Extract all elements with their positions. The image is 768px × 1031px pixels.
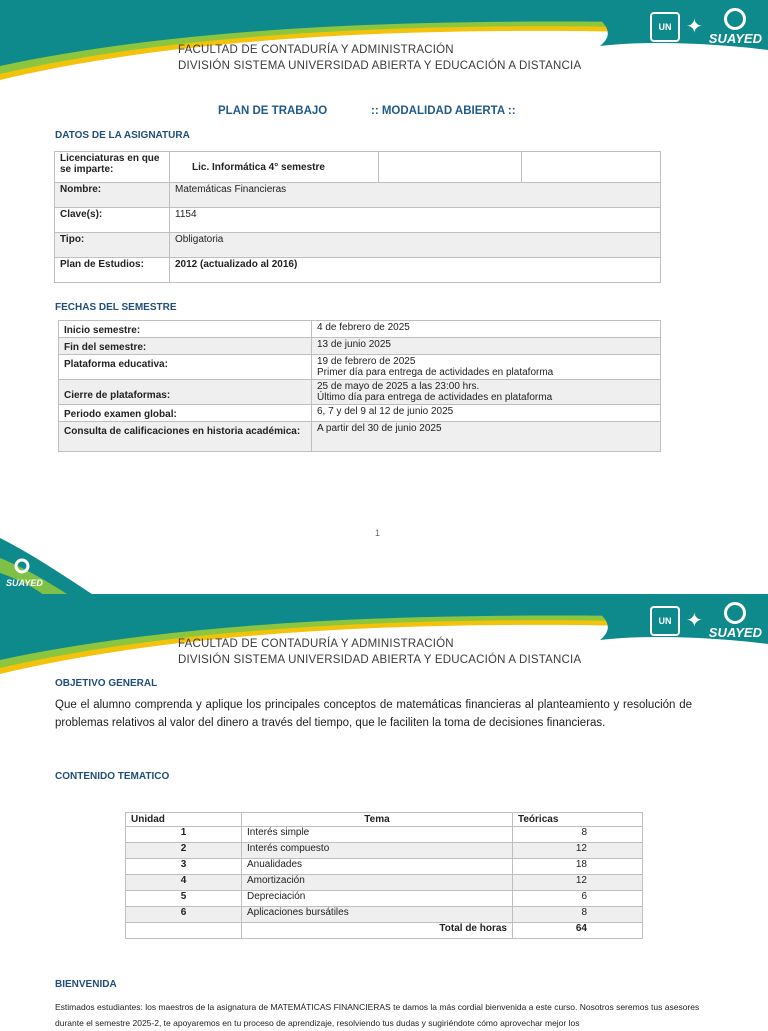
unam-logo-icon: UN xyxy=(650,12,680,42)
page-header xyxy=(0,594,768,679)
unam-logo-icon: UN xyxy=(650,606,680,636)
table-row: Fin del semestre: 13 de junio 2025 xyxy=(59,338,661,355)
page-2 xyxy=(0,594,768,1024)
section-heading-asignatura: DATOS DE LA ASIGNATURA xyxy=(55,130,190,141)
table-total-row: Total de horas 64 xyxy=(126,923,643,939)
table-row: 4 Amortización 12 xyxy=(126,875,643,891)
table-row: 5 Depreciación 6 xyxy=(126,891,643,907)
section-heading-semestre: FECHAS DEL SEMESTRE xyxy=(55,302,177,313)
section-heading-contenido: CONTENIDO TEMATICO xyxy=(55,771,170,782)
table-row: Tipo: Obligatoria xyxy=(55,233,661,258)
page-number: 1 xyxy=(375,528,381,538)
page-header xyxy=(0,0,768,85)
section-heading-bienvenida: BIENVENIDA xyxy=(55,979,117,990)
bienvenida-text: Estimados estudiantes: los maestros de la asignatura de MATEMÁTICAS FINANCIERAS te damos la más cordial bienvenida a este curso. Nosotros seremos tus asesores durante el semestre 2025-2, te apoyaremos en tu proceso de aprendizaje, resolviendo tus dudas y sugiriéndote cómo aprovechar mejor los xyxy=(55,1002,700,1028)
table-row: Plataforma educativa: 19 de febrero de 2025 Primer día para entrega de actividades en plataforma xyxy=(59,355,661,380)
semestre-table xyxy=(58,320,661,452)
contenido-table xyxy=(125,812,643,939)
table-row: 6 Aplicaciones bursátiles 8 xyxy=(126,907,643,923)
institution-name: FACULTAD DE CONTADURÍA Y ADMINISTRACIÓN DIVISIÓN SISTEMA UNIVERSIDAD ABIERTA Y EDUCACIÓN A DISTANCIA xyxy=(178,638,582,666)
doc-title: PLAN DE TRABAJO xyxy=(218,105,328,117)
suayed-logo: SUAYED xyxy=(709,8,762,46)
suayed-logo: SUAYED xyxy=(709,602,762,640)
section-heading-objetivo: OBJETIVO GENERAL xyxy=(55,678,158,689)
table-row: Consulta de calificaciones en historia académica: A partir del 30 de junio 2025 xyxy=(59,422,661,452)
institution-name: FACULTAD DE CONTADURÍA Y ADMINISTRACIÓN DIVISIÓN SISTEMA UNIVERSIDAD ABIERTA Y EDUCACIÓN A DISTANCIA xyxy=(178,44,582,72)
table-row: Periodo examen global: 6, 7 y del 9 al 12 de junio 2025 xyxy=(59,405,661,422)
table-row: Nombre: Matemáticas Financieras xyxy=(55,183,661,208)
table-row: 1 Interés simple 8 xyxy=(126,827,643,843)
table-header-row: Unidad Tema Teóricas xyxy=(126,813,643,827)
table-row: Inicio semestre: 4 de febrero de 2025 xyxy=(59,321,661,338)
fca-logo-icon: ✦ xyxy=(686,610,703,632)
institution-logos xyxy=(650,8,762,46)
doc-modality: :: MODALIDAD ABIERTA :: xyxy=(371,105,516,117)
table-row: Clave(s): 1154 xyxy=(55,208,661,233)
table-row: Licenciaturas en que se imparte: Lic. Informática 4° semestre xyxy=(55,152,661,183)
table-row: Cierre de plataformas: 25 de mayo de 2025 a las 23:00 hrs. Último día para entrega de actividades en plataforma xyxy=(59,380,661,405)
fca-logo-icon: ✦ xyxy=(686,16,703,38)
suayed-ring-icon xyxy=(724,8,746,30)
table-row: Plan de Estudios: 2012 (actualizado al 2016) xyxy=(55,258,661,283)
asignatura-table xyxy=(54,151,661,283)
footer-logo: SUAYED xyxy=(0,528,95,596)
suayed-ring-icon xyxy=(724,602,746,624)
table-row: 2 Interés compuesto 12 xyxy=(126,843,643,859)
objetivo-text: Que el alumno comprenda y aplique los principales conceptos de matemáticas financieras al planteamiento y resolución de problemas relativos al valor del dinero a través del tiempo, que le faciliten la toma de decisiones financieras. xyxy=(55,699,692,729)
institution-logos xyxy=(650,602,762,640)
table-row: 3 Anualidades 18 xyxy=(126,859,643,875)
